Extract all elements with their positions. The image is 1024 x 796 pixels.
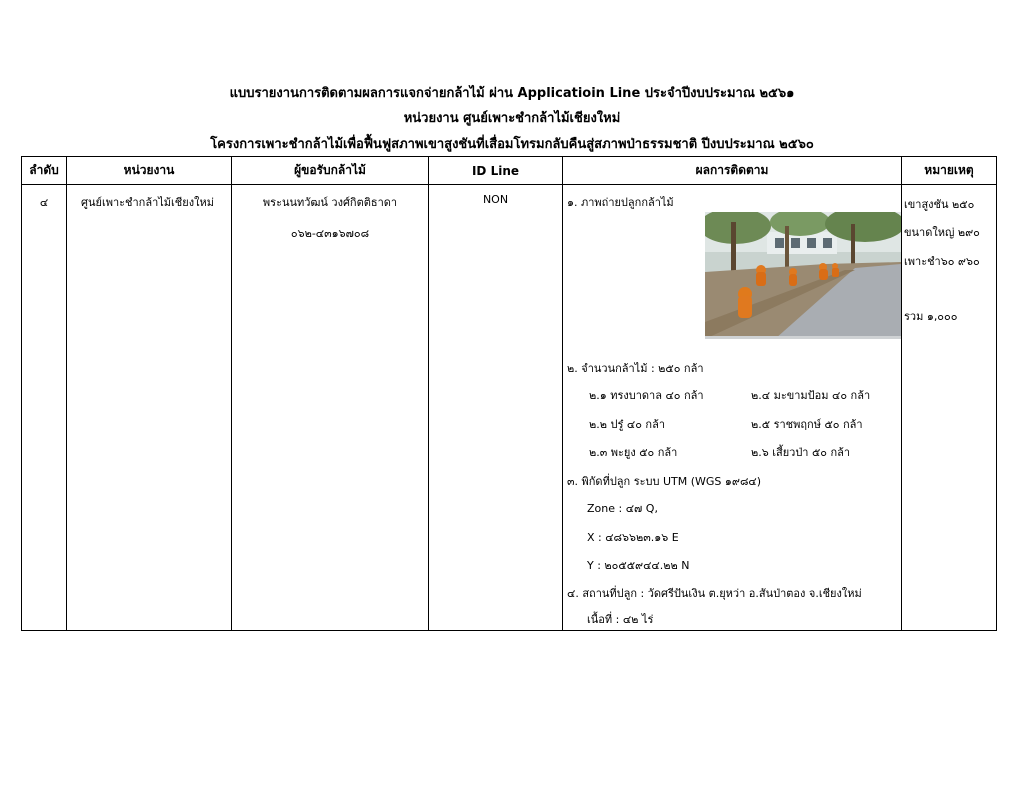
remark-4: รวม ๑,๐๐๐ [904,310,958,323]
header-unit: หน่วยงาน [67,157,232,185]
utm-y: Y : ๒๐๕๕๙๔๔.๒๒ N [587,559,690,572]
species-line-2-right: ๒.๕ ราชพฤกษ์ ๕๐ กล้า [751,418,863,431]
species-line-1-left: ๒.๑ ทรงบาดาล ๔๐ กล้า [589,389,704,402]
recipient-phone: ๐๖๒-๔๓๑๖๗๐๘ [290,227,370,240]
result-seedling-total: ๒. จำนวนกล้าไม้ : ๒๕๐ กล้า [567,362,704,375]
result-utm-heading: ๓. พิกัดที่ปลูก ระบบ UTM (WGS ๑๙๘๔) [567,475,762,488]
report-title: แบบรายงานการติดตามผลการแจกจ่ายกล้าไม้ ผ่าน Applicatioin Line ประจำปีงบประมาณ ๒๕๖๑ [229,86,795,101]
remark-1: เขาสูงชัน ๒๕๐ [904,198,975,211]
species-line-2-left: ๒.๒ ปรู๋ ๔๐ กล้า [589,418,665,431]
cell-order [22,185,67,631]
planting-photo-image [705,212,901,339]
table-header-row [22,157,997,185]
table-row [22,185,997,631]
id-line-value: NON [482,193,509,206]
species-line-3-right: ๒.๖ เสี้ยวป่า ๕๐ กล้า [751,446,851,459]
cell-recipient [232,185,429,631]
header-order: ลำดับ [22,157,67,185]
cell-remark [902,185,997,631]
result-area: เนื้อที่ : ๔๒ ไร่ [587,613,654,626]
result-photo-label: ๑. ภาพถ่ายปลูกกล้าไม้ [567,196,674,209]
header-recipient: ผู้ขอรับกล้าไม้ [232,157,429,185]
order-number: ๔ [39,196,49,209]
cell-result [563,185,902,631]
unit-name: ศูนย์เพาะชำกล้าไม้เชียงใหม่ [81,196,214,209]
utm-zone: Zone : ๔๗ Q, [587,502,658,515]
report-project-heading: โครงการเพาะชำกล้าไม้เพื่อฟื้นฟูสภาพเขาสูงชันที่เสื่อมโทรมกลับคืนสู่สภาพป่าธรรมชาติ ปีงบประมาณ ๒๕๖๐ [210,137,814,152]
report-unit-heading: หน่วยงาน ศูนย์เพาะชำกล้าไม้เชียงใหม่ [403,111,621,126]
header-id-line: ID Line [429,157,563,185]
recipient-name: พระนนทวัฒน์ วงศ์กิตติธาดา [262,196,398,209]
utm-x: X : ๔๘๖๖๒๓.๑๖ E [587,531,679,544]
planting-photo [705,212,901,339]
cell-id-line [429,185,563,631]
result-location: ๔. สถานที่ปลูก : วัดศรีปันเงิน ต.ยุหว่า อ.สันป่าตอง จ.เชียงใหม่ [567,587,862,600]
header-result: ผลการติดตาม [563,157,902,185]
cell-unit [67,185,232,631]
remark-3: เพาะชำ๖๐ ๙๖๐ [904,255,980,268]
header-remark: หมายเหตุ [902,157,997,185]
remark-2: ขนาดใหญ่ ๒๙๐ [904,226,980,239]
species-line-1-right: ๒.๔ มะขามป้อม ๔๐ กล้า [751,389,871,402]
species-line-3-left: ๒.๓ พะยูง ๕๐ กล้า [589,446,678,459]
report-table [21,156,997,631]
